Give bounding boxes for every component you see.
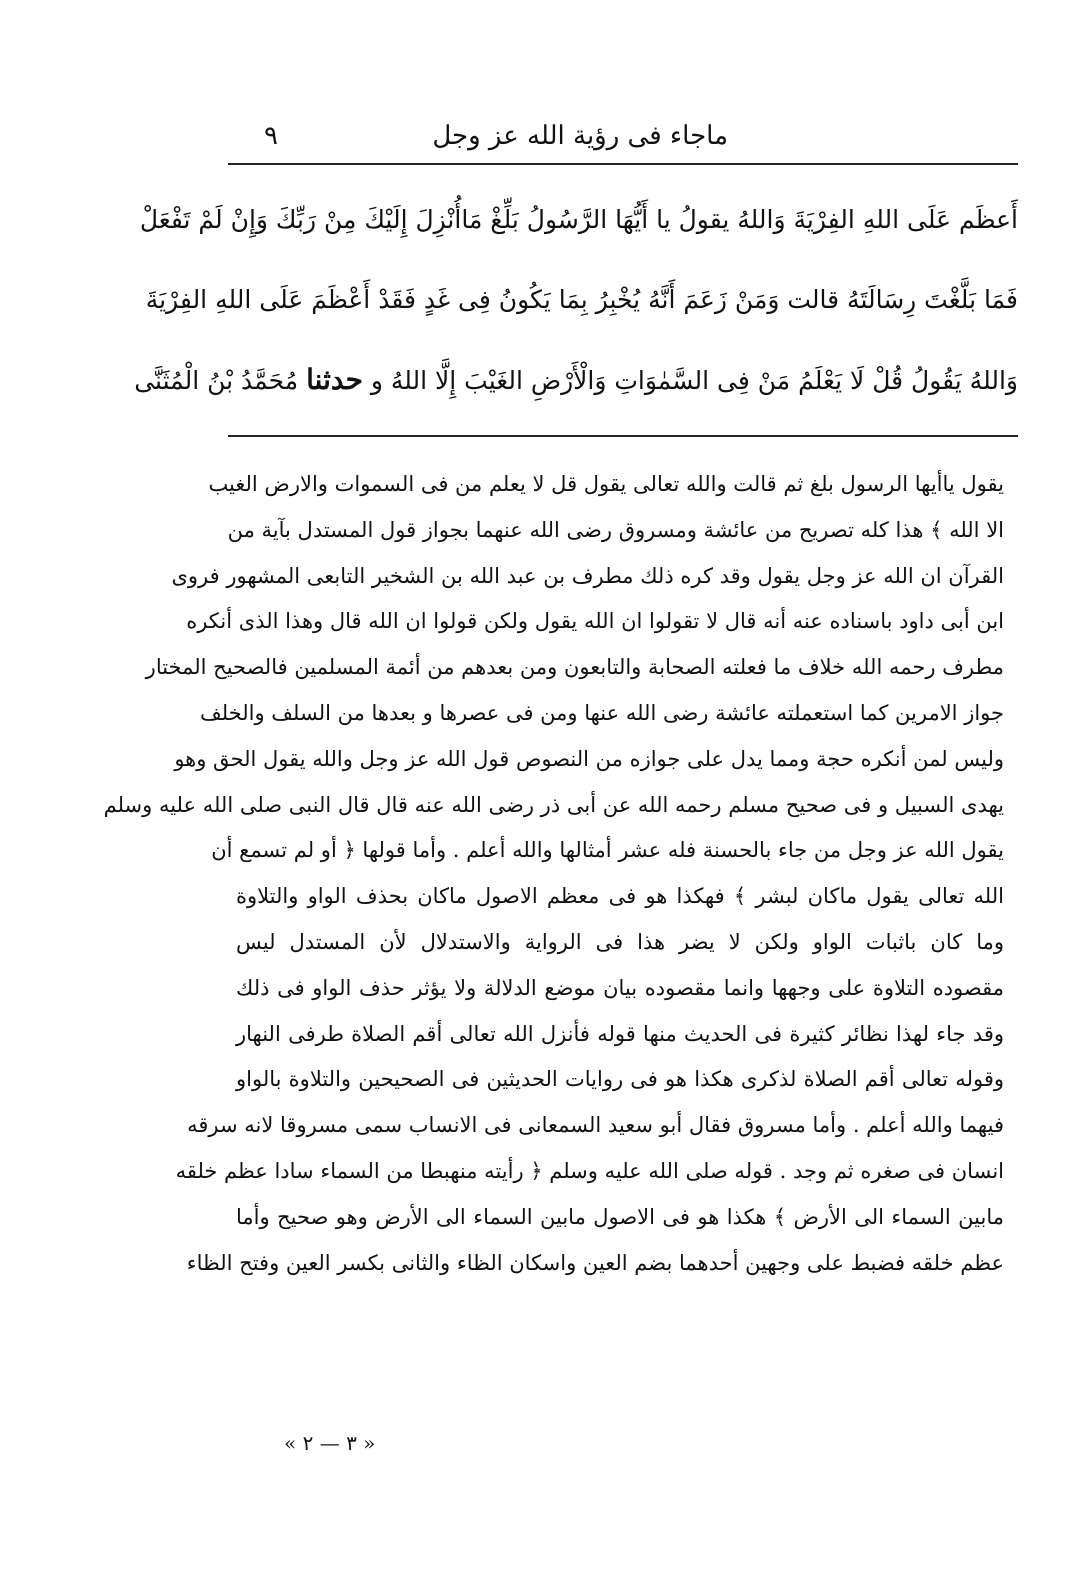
commentary-line: يقول الله عز وجل من جاء بالحسنة فله عشر أمثالها والله أعلم . وأما قولها ﴿ أو لم تسمع أن (211, 838, 1004, 863)
running-title: ماجاء فى رؤية الله عز وجل (432, 121, 728, 151)
commentary-line: الله تعالى يقول ماكان لبشر ﴾ فهكذا هو فى معظم الاصول ماكان بحذف الواو والتلاوة (236, 884, 1004, 909)
commentary-line: مطرف رحمه الله خلاف ما فعلته الصحابة والتابعون ومن بعدهم من أئمة المسلمين فالصحيح المختار (145, 655, 1004, 680)
page-number: ٩ (264, 121, 278, 151)
commentary-line: فيهما والله أعلم . وأما مسروق فقال أبو سعيد السمعانى فى الانساب سمى مسروقا لانه سرقه (187, 1113, 1004, 1138)
hadith-line: أَعظَم عَلَى اللهِ الفِرْيَةَ وَاللهُ يقولُ يا أَيُّهَا الرَّسُولُ بَلِّغْ مَاأُنْزِلَ إِلَيْكَ مِنْ رَبِّكَ وَإِنْ لَمْ تَفْعَلْ (139, 205, 1018, 234)
commentary-line: مقصوده التلاوة على وجهها وانما مقصوده بيان موضع الدلالة ولا يؤثر حذف الواو فى ذلك (236, 975, 1004, 1000)
commentary-line: وقوله تعالى أقم الصلاة لذكرى هكذا هو فى روايات الحديثين فى الصحيحين والتلاوة بالواو (236, 1067, 1004, 1092)
commentary-line: مابين السماء الى الأرض ﴾ هكذا هو فى الاصول مابين السماء الى الأرض وهو صحيح وأما (236, 1204, 1004, 1229)
commentary-line: وليس لمن أنكره حجة ومما يدل على جوازه من النصوص قول الله عز وجل والله يقول الحق وهو (174, 746, 1004, 771)
commentary-line: القرآن ان الله عز وجل يقول وقد كره ذلك مطرف بن عبد الله بن الشخير التابعى المشهور فروى (171, 563, 1004, 588)
header-rule (228, 163, 1018, 165)
commentary-line: انسان فى صغره ثم وجد . قوله صلى الله عليه وسلم ﴿ رأيته منهبطا من السماء سادا عظم خلقه (175, 1158, 1004, 1183)
hadith-keyword: حدثنا (306, 363, 363, 396)
printer-signature-mark: « ٣ — ٢ » (284, 1431, 376, 1455)
commentary-line: ابن أبى داود باسناده عنه أنه قال لا تقولوا ان الله يقول ولكن قولوا ان الله قال وهذا الذى أنكره (186, 609, 1004, 634)
commentary-line: يهدى السبيل و فى صحيح مسلم رحمه الله عن أبى ذر رضى الله عنه قال قال النبى صلى الله عليه وسلم (103, 792, 1004, 817)
commentary-block (103, 462, 1004, 1286)
hadith-line: فَمَا بَلَّغْتَ رِسَالَتَهُ قالت وَمَنْ زَعَمَ أَنَّهُ يُخْبِرُ بِمَا يَكُونُ فِى غَدٍ فَقَدْ أَعْظَمَ عَلَى اللهِ الفِرْيَةَ (145, 285, 1018, 314)
commentary-line: وقد جاء لهذا نظائر كثيرة فى الحديث منها قوله فأنزل الله تعالى أقم الصلاة طرفى النهار (236, 1021, 1004, 1046)
section-divider-rule (228, 435, 1018, 437)
hadith-text-block (134, 180, 1018, 420)
hadith-line-with-keyword: وَاللهُ يَقُولُ قُلْ لَا يَعْلَمُ مَنْ فِى السَّمٰوَاتِ وَالْأَرْضِ الغَيْبَ إِلَّا اللهُ و حدثنا مُحَمَّدُ بْنُ الْمُثَنَّى (134, 363, 1018, 396)
commentary-line: وما كان باثبات الواو ولكن لا يضر هذا فى الرواية والاستدلال لأن المستدل ليس (236, 929, 1004, 954)
page-header (228, 112, 1018, 160)
commentary-line: عظم خلقه فضبط على وجهين أحدهما بضم العين واسكان الظاء والثانى بكسر العين وفتح الظاء (186, 1250, 1004, 1275)
commentary-line: الا الله ﴾ هذا كله تصريح من عائشة ومسروق رضى الله عنهما بجواز قول المستدل بآية من (227, 517, 1004, 542)
commentary-line: يقول ياأيها الرسول بلغ ثم قالت والله تعالى يقول قل لا يعلم من فى السموات والارض الغيب (208, 472, 1004, 496)
commentary-line: جواز الامرين كما استعملته عائشة رضى الله عنها ومن فى عصرها و بعدها من السلف والخلف (199, 700, 1004, 725)
